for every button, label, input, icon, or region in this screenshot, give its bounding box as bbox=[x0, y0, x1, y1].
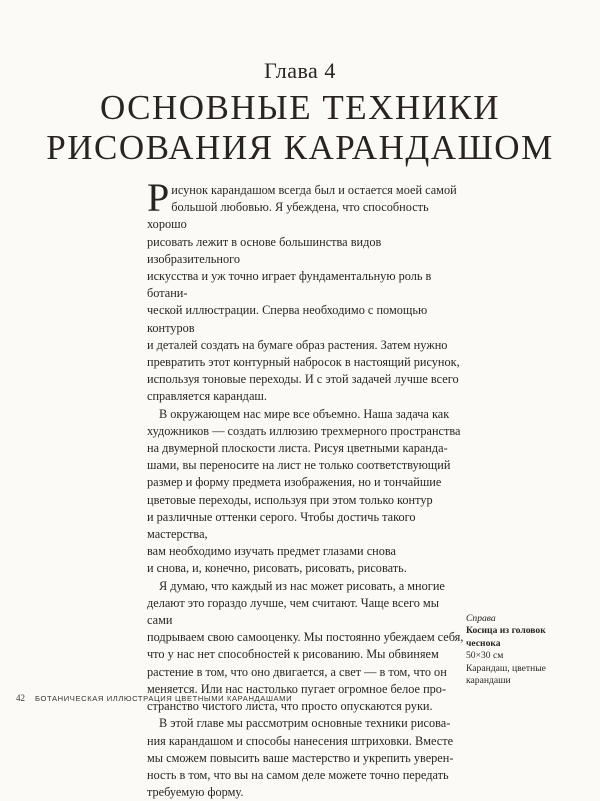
paragraph-4 bbox=[147, 715, 465, 801]
running-title: БОТАНИЧЕСКАЯ ИЛЛЮСТРАЦИЯ ЦВЕТНЫМИ КАРАНДАШАМИ bbox=[35, 694, 293, 703]
paragraph-text: В этой главе мы рассмотрим основные техники рисова- ния карандашом и способы нанесения штриховки. Вместе мы сможем повысить ваше мастерство и укрепить уверен- ность в том, что вы на самом деле можете точно передать требуемую форму. bbox=[147, 716, 454, 800]
chapter-number: Глава 4 bbox=[264, 58, 336, 83]
caption-label: Справа bbox=[466, 613, 496, 624]
paragraph-1 bbox=[147, 175, 465, 406]
paragraph-text: исунок карандашом всегда был и остается моей самой большой любовью. Я убеждена, что способность хорошо рисовать лежит в основе большинства видов изобразительного искусства и уж точно играет фундаментальную роль в ботани- ческой иллюстрации. Сперва необходимо с помощью контуров и деталей создать на бумаге образ растения. Затем нужно превратить этот контурный набросок в настоящий рисунок, используя тоновые переходы. И с этой задачей лучше всего справляется карандаш. bbox=[147, 183, 460, 404]
chapter-title-line: РИСОВАНИЯ КАРАНДАШОМ bbox=[46, 128, 554, 167]
body-text bbox=[147, 175, 465, 801]
caption-medium-line: Карандаш, цветные bbox=[466, 662, 546, 674]
caption-medium-line: карандаши bbox=[466, 675, 511, 687]
caption-size: 50×30 см bbox=[466, 650, 504, 662]
drop-cap: Р bbox=[147, 175, 170, 220]
paragraph-text: В окружающем нас мире все объемно. Наша задача как художников — создать иллюзию трехмерного пространства на двумерной плоскости листа. Рисуя цветными каранда- шами, вы переносите на лист не только соответствующий размер и форму предмета изображения, но и тончайшие цветовые переходы, используя при этом только контур и различные оттенки серого. Чтобы достичь такого мастерства, вам необходимо изучать предмет глазами снова и снова, и, конечно, рисовать, рисовать, рисовать. bbox=[147, 406, 461, 576]
image-caption bbox=[466, 613, 586, 687]
page-number: 42 bbox=[16, 693, 25, 703]
caption-title-line: чеснока bbox=[466, 637, 501, 649]
caption-title-line: Косица из головок bbox=[466, 625, 546, 637]
paragraph-2 bbox=[147, 406, 465, 578]
chapter-title bbox=[0, 88, 600, 168]
chapter-title-line: ОСНОВНЫЕ ТЕХНИКИ bbox=[99, 88, 501, 127]
paragraph-text: Я думаю, что каждый из нас может рисовать, а многие делают это гораздо лучше, чем считают. Чаще всего мы сами подрываем свою самооценку. Мы постоянно убеждаем себя, что у нас нет способностей к рисованию. Мы обвиняем растение в том, что оно двигается, а свет — в том, что он меняется. Или нас настолько пугает огромное белое про- странство чистого листа, что просто опускаются руки. bbox=[147, 578, 464, 714]
page-footer bbox=[16, 693, 292, 703]
